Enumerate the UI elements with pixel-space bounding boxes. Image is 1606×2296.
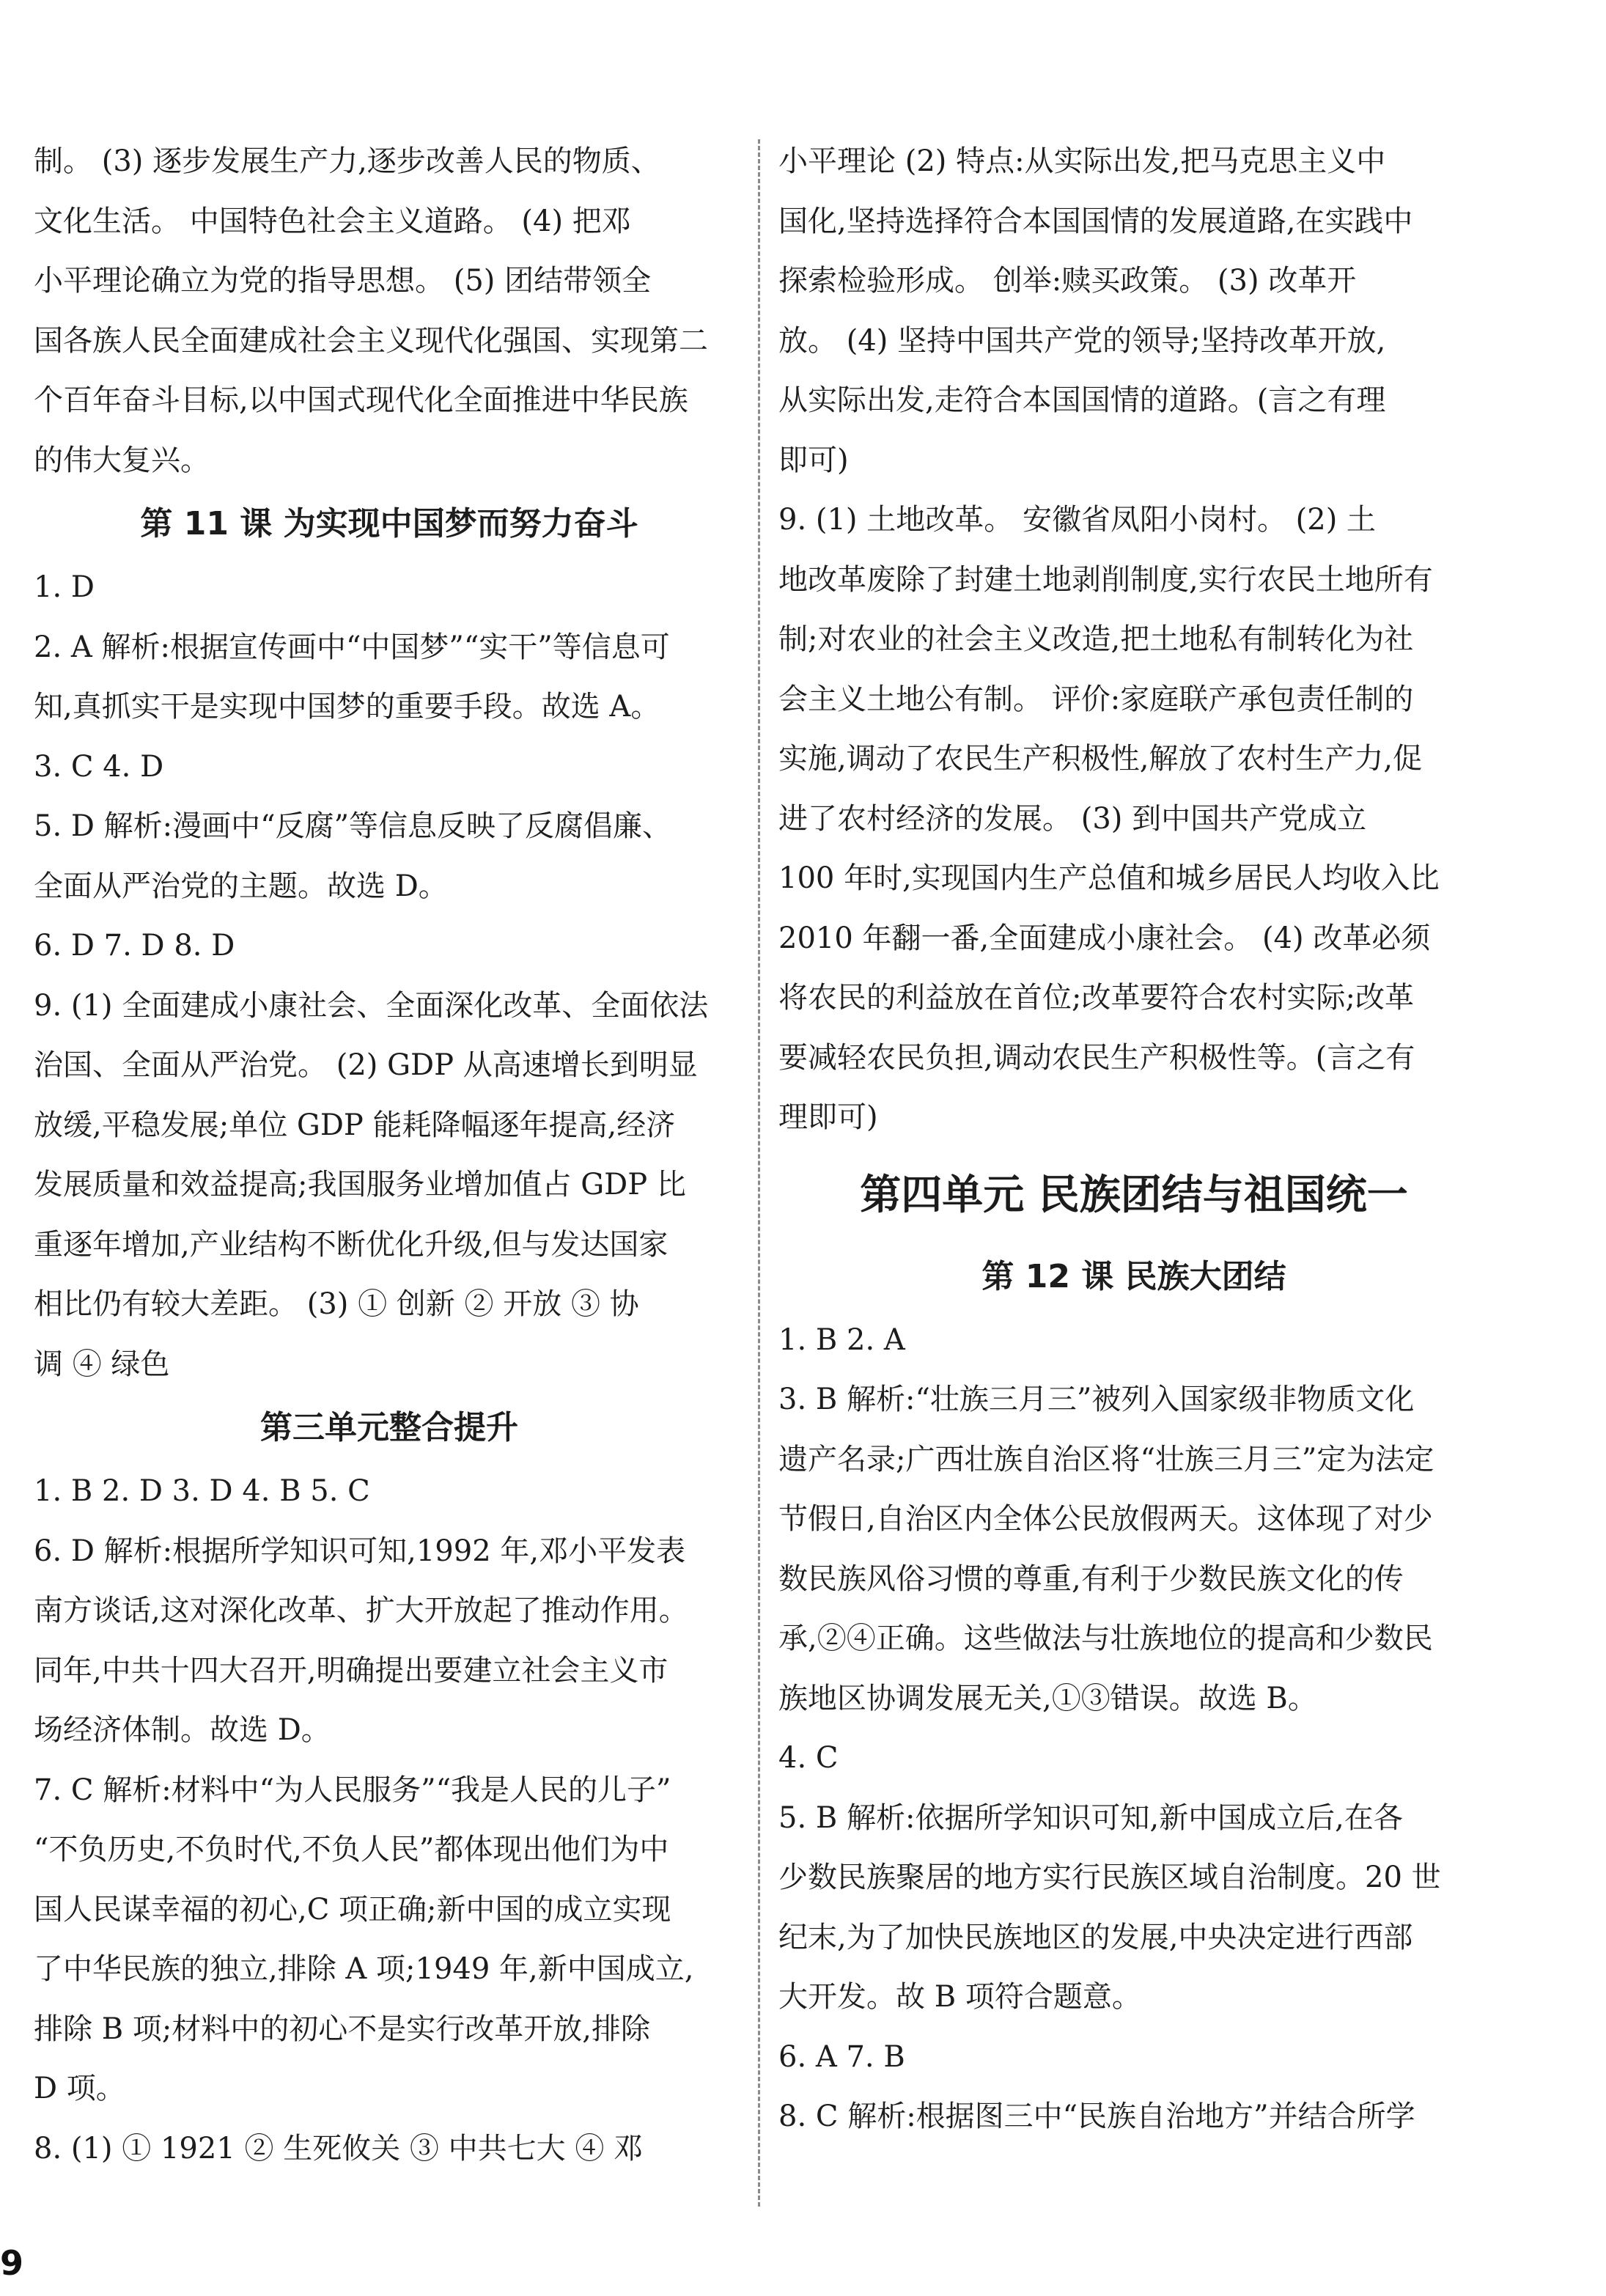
- text-line: 小平理论确立为党的指导思想。 (5) 团结带领全: [34, 264, 652, 298]
- answer-line: 5. B 解析:依据所学知识可知,新中国成立后,在各: [778, 1800, 1403, 1835]
- answer-line: 数民族风俗习惯的尊重,有利于少数民族文化的传: [778, 1561, 1404, 1596]
- answer-line: 8. (1) ① 1921 ② 生死攸关 ③ 中共七大 ④ 邓: [34, 2131, 644, 2166]
- text-line: 2010 年翻一番,全面建成小康社会。 (4) 改革必须: [778, 921, 1431, 955]
- text-line: 的伟大复兴。: [34, 443, 210, 477]
- lesson-12-title: 第 12 课 民族大团结: [981, 1257, 1286, 1295]
- text-line: 地改革废除了封建土地剥削制度,实行农民土地所有: [778, 562, 1433, 597]
- column-divider: [758, 139, 760, 2207]
- answer-line: 大开发。故 B 项符合题意。: [778, 1980, 1141, 2014]
- text-line: 制。 (3) 逐步发展生产力,逐步改善人民的物质、: [34, 144, 660, 178]
- text-line: 从实际出发,走符合本国国情的道路。(言之有理: [778, 383, 1386, 417]
- text-line: 实施,调动了农民生产积极性,解放了农村生产力,促: [778, 742, 1423, 776]
- answer-line: 3. C 4. D: [34, 749, 164, 784]
- lesson-12-answers: [778, 1311, 1489, 2147]
- answer-line: 排除 B 项;材料中的初心不是实行改革开放,排除: [34, 2012, 651, 2046]
- answer-line: 国人民谋幸福的初心,C 项正确;新中国的成立实现: [34, 1892, 671, 1927]
- text-line: 国各族人民全面建成社会主义现代化强国、实现第二: [34, 323, 708, 358]
- answer-line: 承,②④正确。这些做法与壮族地位的提高和少数民: [778, 1622, 1433, 1655]
- answer-line: 知,真抓实干是实现中国梦的重要手段。故选 A。: [34, 690, 660, 724]
- text-line: 将农民的利益放在首位;改革要符合农村实际;改革: [778, 981, 1414, 1015]
- text-line: 探索检验形成。 创举:赎买政策。 (3) 改革开: [778, 264, 1357, 298]
- answer-line: 1. B 2. A: [778, 1322, 905, 1357]
- text-line: 要减轻农民负担,调动农民生产积极性等。(言之有: [778, 1040, 1415, 1075]
- text-line: 会主义土地公有制。 评价:家庭联产承包责任制的: [778, 682, 1414, 716]
- answer-line: 纪末,为了加快民族地区的发展,中央决定进行西部: [778, 1920, 1413, 1954]
- unit-3-review-title: 第三单元整合提升: [260, 1409, 518, 1446]
- answer-line: 放缓,平稳发展;单位 GDP 能耗降幅逐年提高,经济: [34, 1108, 676, 1142]
- answer-line: 少数民族聚居的地方实行民族区域自治制度。20 世: [778, 1861, 1441, 1894]
- text-line: 小平理论 (2) 特点:从实际出发,把马克思主义中: [778, 144, 1386, 178]
- answer-line: 了中华民族的独立,排除 A 项;1949 年,新中国成立,: [34, 1952, 694, 1986]
- answer-line: 发展质量和效益提高;我国服务业增加值占 GDP 比: [34, 1168, 686, 1202]
- answer-line: 遗产名录;广西壮族自治区将“壮族三月三”定为法定: [778, 1442, 1434, 1476]
- page-number: 9: [0, 2243, 24, 2283]
- left-column: [34, 132, 745, 2179]
- unit-3-answers: [34, 1462, 745, 2179]
- text-line: 国化,坚持选择符合本国国情的发展道路,在实践中: [778, 204, 1413, 238]
- text-line: 进了农村经济的发展。 (3) 到中国共产党成立: [778, 801, 1367, 836]
- answer-line: 6. A 7. B: [778, 2039, 905, 2074]
- answer-line: D 项。: [34, 2072, 125, 2105]
- answer-line: 3. B 解析:“壮族三月三”被列入国家级非物质文化: [778, 1383, 1415, 1416]
- answer-line: 9. (1) 全面建成小康社会、全面深化改革、全面依法: [34, 988, 709, 1023]
- text-line: 制;对农业的社会主义改造,把土地私有制转化为社: [778, 622, 1414, 656]
- answer-line: 重逐年增加,产业结构不断优化升级,但与发达国家: [34, 1227, 668, 1262]
- answer-line: 1. B 2. D 3. D 4. B 5. C: [34, 1474, 370, 1508]
- answer-line: 相比仍有较大差距。 (3) ① 创新 ② 开放 ③ 协: [34, 1287, 639, 1321]
- answer-line: 6. D 7. D 8. D: [34, 929, 235, 963]
- right-column: [778, 132, 1489, 2147]
- answer-line: 8. C 解析:根据图三中“民族自治地方”并结合所学: [778, 2100, 1415, 2133]
- answer-line: 节假日,自治区内全体公民放假两天。这体现了对少: [778, 1502, 1433, 1536]
- answer-line: 同年,中共十四大召开,明确提出要建立社会主义市: [34, 1653, 668, 1688]
- answer-line: 5. D 解析:漫画中“反腐”等信息反映了反腐倡廉、: [34, 809, 672, 843]
- answer-line: 南方谈话,这对深化改革、扩大开放起了推动作用。: [34, 1594, 688, 1627]
- answer-line: 4. C: [778, 1741, 839, 1775]
- answer-line: 1. D: [34, 570, 95, 604]
- right-intro-block: [778, 132, 1489, 1148]
- answer-line: 治国、全面从严治党。 (2) GDP 从高速增长到明显: [34, 1048, 698, 1082]
- text-line: 文化生活。 中国特色社会主义道路。 (4) 把邓: [34, 204, 631, 238]
- answer-line: 调 ④ 绿色: [34, 1347, 170, 1381]
- answer-line: “不负历史,不负时代,不负人民”都体现出他们为中: [34, 1833, 669, 1866]
- text-line: 100 年时,实现国内生产总值和城乡居民人均收入比: [778, 861, 1440, 895]
- answer-line: 全面从严治党的主题。故选 D。: [34, 869, 448, 903]
- text-line: 个百年奋斗目标,以中国式现代化全面推进中华民族: [34, 383, 688, 417]
- answer-line: 族地区协调发展无关,①③错误。故选 B。: [778, 1681, 1317, 1715]
- left-intro-block: [34, 132, 745, 490]
- text-line: 即可): [778, 443, 849, 477]
- text-line: 放。 (4) 坚持中国共产党的领导;坚持改革开放,: [778, 323, 1386, 358]
- answer-line: 2. A 解析:根据宣传画中“中国梦”“实干”等信息可: [34, 630, 670, 664]
- unit-4-title: 第四单元 民族团结与祖国统一: [860, 1171, 1408, 1219]
- lesson-11-title: 第 11 课 为实现中国梦而努力奋斗: [140, 505, 638, 542]
- text-line: 理即可): [778, 1100, 878, 1134]
- answer-line: 6. D 解析:根据所学知识可知,1992 年,邓小平发表: [34, 1534, 686, 1568]
- lesson-11-answers: [34, 558, 745, 1394]
- answer-line: 7. C 解析:材料中“为人民服务”“我是人民的儿子”: [34, 1773, 671, 1807]
- text-line: 9. (1) 土地改革。 安徽省凤阳小岗村。 (2) 土: [778, 503, 1377, 537]
- answer-line: 场经济体制。故选 D。: [34, 1713, 331, 1747]
